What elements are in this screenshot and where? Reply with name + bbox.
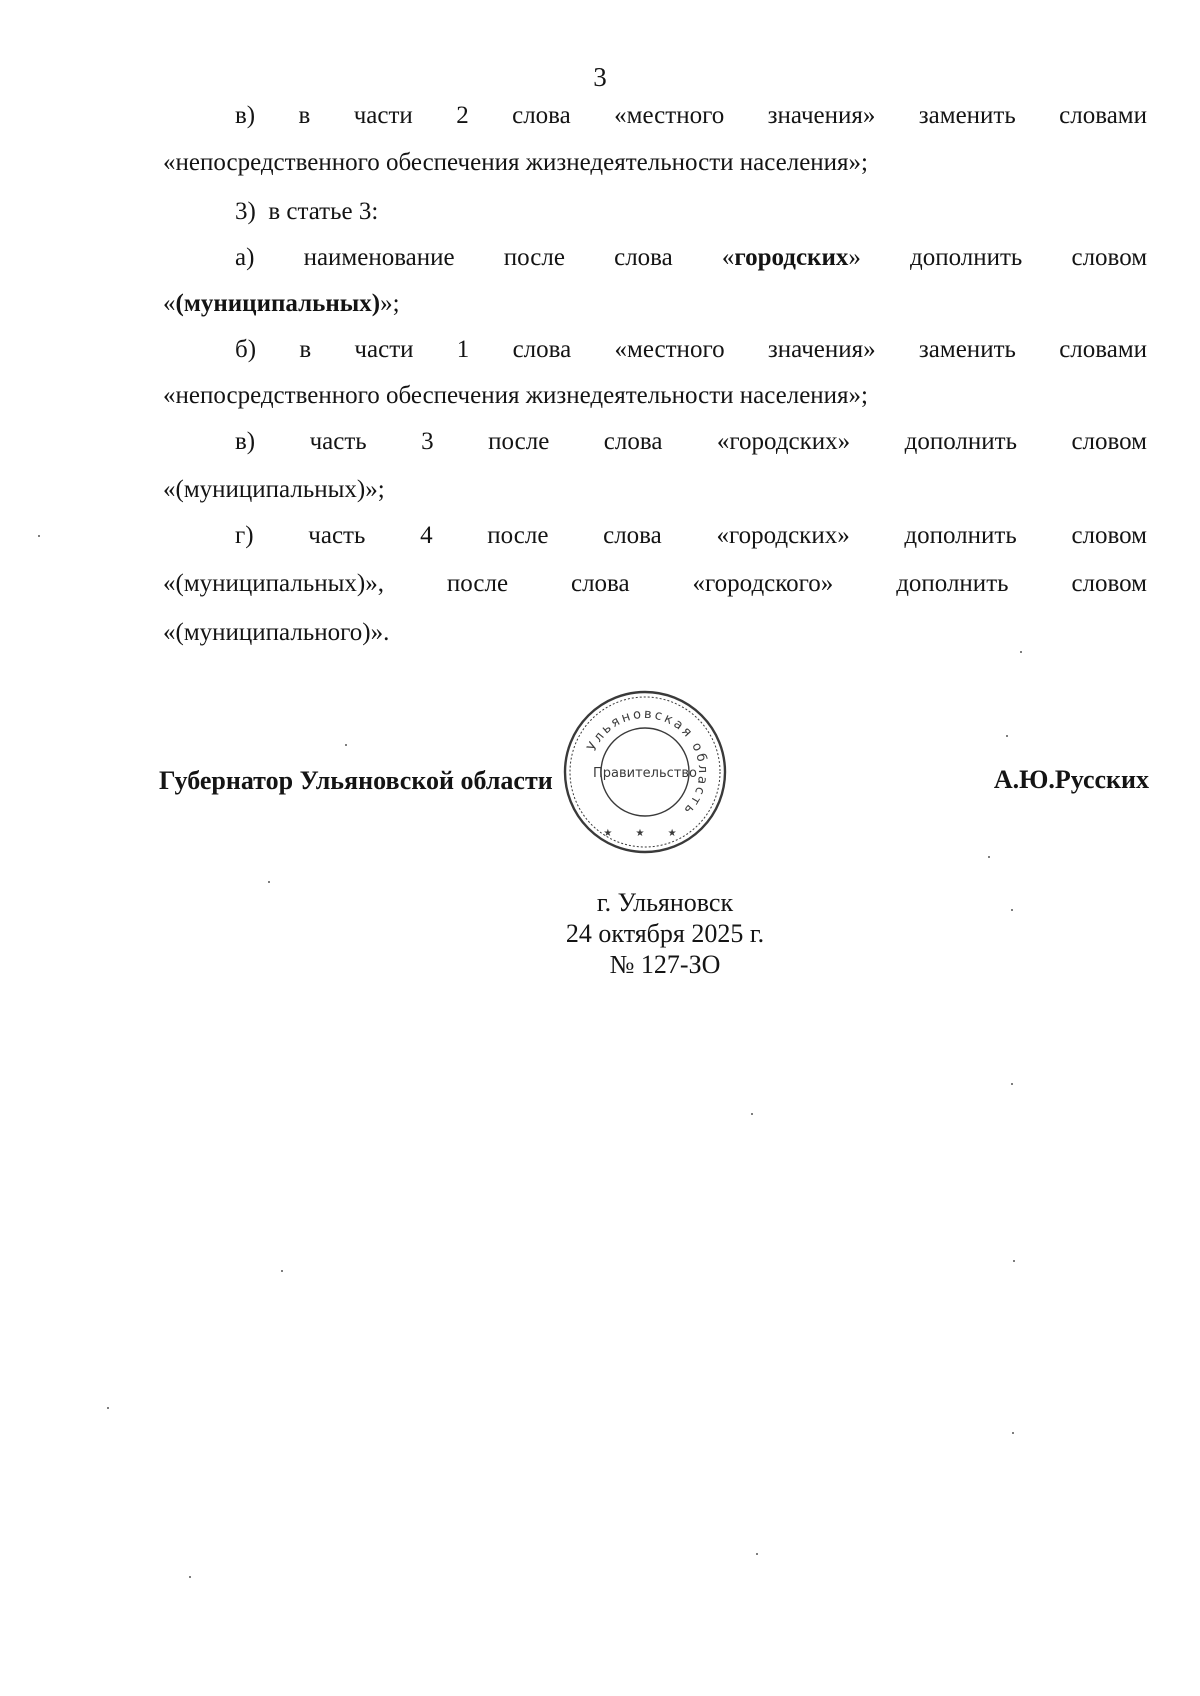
scan-speck bbox=[1011, 909, 1013, 911]
body-line: б) в части 1 слова «местного значения» заменить словами bbox=[235, 336, 1148, 363]
body-line: «(муниципальных)»; bbox=[163, 476, 385, 503]
svg-text:Ульяновская область bbox=[585, 707, 710, 819]
body-line: «(муниципального)». bbox=[163, 619, 390, 646]
body-line: «(муниципальных)»; bbox=[163, 290, 400, 317]
body-line: 3) в статье 3: bbox=[235, 198, 379, 225]
body-line: г) часть 4 после слова «городских» дополнить словом bbox=[235, 522, 1147, 549]
body-line: в) часть 3 после слова «городских» дополнить словом bbox=[235, 428, 1148, 455]
body-line: «(муниципальных)», после слова «городского» дополнить словом bbox=[163, 570, 1147, 597]
body-line: «непосредственного обеспечения жизнедеятельности населения»; bbox=[163, 382, 868, 409]
date: 24 октября 2025 г. bbox=[565, 919, 765, 948]
page-number: 3 bbox=[593, 62, 607, 92]
seal-stars: ★ ★ ★ bbox=[603, 828, 687, 839]
body-line: в) в части 2 слова «местного значения» заменить словами bbox=[235, 102, 1147, 129]
signatory-title: Губернатор Ульяновской области bbox=[159, 766, 553, 795]
scan-speck bbox=[1006, 735, 1008, 737]
scan-speck bbox=[1013, 1260, 1015, 1262]
scan-speck bbox=[751, 1113, 753, 1115]
scan-speck bbox=[107, 1407, 109, 1409]
body-line: «непосредственного обеспечения жизнедеятельности населения»; bbox=[163, 149, 868, 176]
scan-speck bbox=[988, 856, 990, 858]
signatory-name: А.Ю.Русских bbox=[993, 765, 1149, 794]
scan-speck bbox=[1012, 1432, 1014, 1434]
scan-speck bbox=[189, 1576, 191, 1578]
official-seal-icon bbox=[559, 686, 731, 858]
seal-center-text: Правительство bbox=[593, 766, 697, 781]
city: г. Ульяновск bbox=[596, 888, 734, 917]
scan-speck bbox=[281, 1270, 283, 1272]
scan-speck bbox=[756, 1553, 758, 1555]
scan-speck bbox=[268, 881, 270, 883]
body-line: а) наименование после слова «городских» дополнить словом bbox=[235, 244, 1148, 271]
document-number: № 127-ЗО bbox=[609, 950, 721, 979]
seal-outer-text: Ульяновская область bbox=[584, 706, 711, 819]
scan-speck bbox=[38, 535, 40, 537]
scan-speck bbox=[1020, 651, 1022, 653]
scan-speck bbox=[1011, 1083, 1013, 1085]
place-date-block bbox=[0, 887, 1200, 980]
scan-speck bbox=[345, 744, 347, 746]
